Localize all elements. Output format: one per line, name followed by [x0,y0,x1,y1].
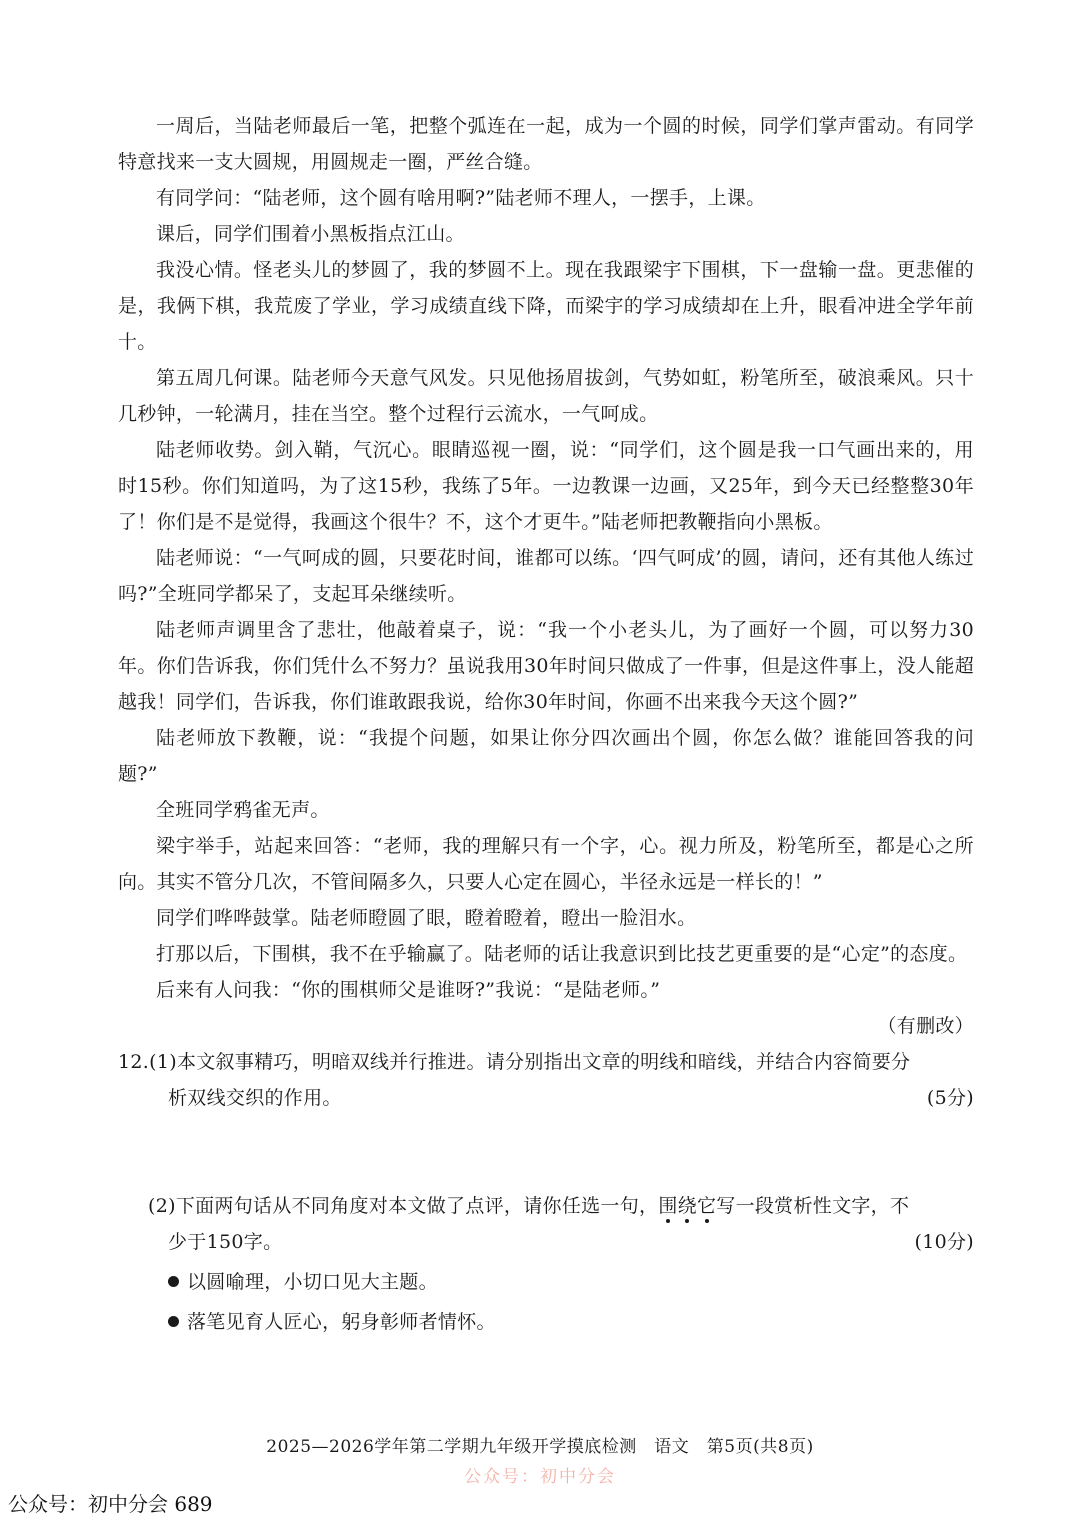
source-note: （有删改） [877,1015,974,1037]
question-12-part2-text-a: (2)下面两句话从不同角度对本文做了点评，请你任选一句， [148,1195,659,1217]
paragraph-1: 一周后，当陆老师最后一笔，把整个弧连在一起，成为一个圆的时候，同学们掌声雷动。有同学特意找来一支大圆规，用圆规走一圈，严丝合缝。 [118,115,974,173]
bullet-dot-icon [168,1276,179,1287]
question-12-part2-text-cont: 少于150字。 [168,1231,283,1253]
paragraph-6: 陆老师收势。剑入鞘，气沉心。眼睛巡视一圈，说：“同学们，这个圆是我一口气画出来的，用时15秒。你们知道吗，为了这15秒，我练了5年。一边教课一边画，又25年，到今天已经整整30年了！你们是不是觉得，我画这个很牛？不，这个才更牛。”陆老师把教鞭指向小黑板。 [118,439,974,533]
question-12 [118,1044,974,1340]
paragraph-4: 我没心情。怪老头儿的梦圆了，我的梦圆不上。现在我跟梁宇下围棋，下一盘输一盘。更悲催的是，我俩下棋，我荒废了学业，学习成绩直线下降，而梁宇的学习成绩却在上升，眼看冲进全学年前十。 [118,259,974,353]
paragraph-5: 第五周几何课。陆老师今天意气风发。只见他扬眉拔剑，气势如虹，粉笔所至，破浪乘风。只十几秒钟，一轮满月，挂在当空。整个过程行云流水，一气呵成。 [118,367,974,425]
question-12-part1-line1 [118,1044,974,1080]
watermark-text: 公众号：初中分会 [464,1467,616,1487]
emphasis-char-1: 围 [658,1195,678,1217]
option-1 [148,1264,974,1300]
page-footer: 2025—2026学年第二学期九年级开学摸底检测 语文 第5页(共8页) [266,1437,814,1457]
paragraph-7: 陆老师说：“一气呵成的圆，只要花时间，谁都可以练。‘四气呵成’的圆，请问，还有其他人练过吗?”全班同学都呆了，支起耳朵继续听。 [118,547,974,605]
paragraph-3: 课后，同学们围着小黑板指点江山。 [156,223,465,245]
question-12-part2 [118,1188,974,1340]
paragraph-2: 有同学问：“陆老师，这个圆有啥用啊?”陆老师不理人，一摆手，上课。 [156,187,766,209]
question-12-part2-line2 [148,1224,974,1260]
corner-label: 公众号：初中分会 689 [8,1492,213,1516]
paragraph-14: 后来有人问我：“你的围棋师父是谁呀?”我说：“是陆老师。” [156,979,661,1001]
reading-passage [118,108,974,1340]
question-12-part1-score: (5分) [926,1087,974,1109]
paragraph-8: 陆老师声调里含了悲壮，他敲着桌子，说：“我一个小老头儿，为了画好一个圆，可以努力30年。你们告诉我，你们凭什么不努力？虽说我用30年时间只做成了一件事，但是这件事上，没人能超越我！同学们，告诉我，你们谁敢跟我说，给你30年时间，你画不出来我今天这个圆?” [118,619,974,713]
bullet-dot-icon [168,1316,179,1327]
question-12-part2-text-b: 写一段赏析性文字，不 [716,1195,910,1217]
paragraph-11: 梁宇举手，站起来回答：“老师，我的理解只有一个字，心。视力所及，粉笔所至，都是心之所向。其实不管分几次，不管间隔多久，只要人心定在圆心，半径永远是一样长的！” [118,835,974,893]
paragraph-10: 全班同学鸦雀无声。 [156,799,330,821]
question-12-part1-text-cont: 析双线交织的作用。 [168,1087,342,1109]
option-2-text: 落笔见育人匠心，躬身彰师者情怀。 [187,1311,496,1333]
paragraph-13: 打那以后，下围棋，我不在乎输赢了。陆老师的话让我意识到比技艺更重要的是“心定”的态度。 [156,943,968,965]
question-12-part2-line1 [148,1188,974,1224]
emphasis-char-3: 它 [696,1195,717,1217]
paragraph-12: 同学们哗哗鼓掌。陆老师瞪圆了眼，瞪着瞪着，瞪出一脸泪水。 [156,907,697,929]
question-number: 12. [118,1051,150,1073]
option-2 [148,1304,974,1340]
emphasis-char-2: 绕 [677,1195,697,1217]
question-12-part1-line2 [118,1080,974,1116]
option-1-text: 以圆喻理，小切口见大主题。 [187,1271,438,1293]
question-12-part1-text: (1)本文叙事精巧，明暗双线并行推进。请分别指出文章的明线和暗线，并结合内容简要分 [149,1051,911,1073]
question-12-part2-score: (10分) [914,1231,974,1253]
paragraph-9: 陆老师放下教鞭，说：“我提个问题，如果让你分四次画出个圆，你怎么做？谁能回答我的问题?” [118,727,974,785]
